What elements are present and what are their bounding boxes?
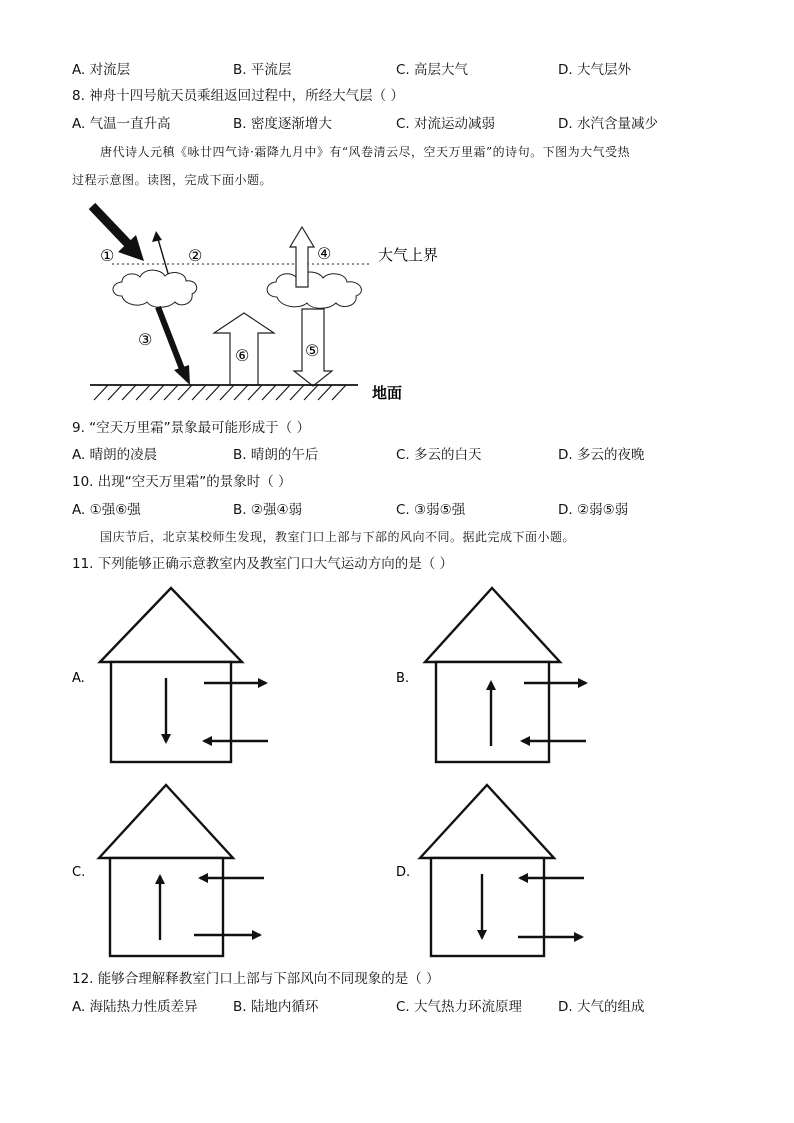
atmosphere-heating-diagram — [0, 195, 794, 410]
q8-option-a: A. 气温一直升高 — [72, 116, 171, 132]
q7-option-a: A. 对流层 — [72, 62, 131, 78]
q10-option-b: B. ②强④弱 — [233, 502, 303, 518]
q11-stem: 11. 下列能够正确示意教室内及教室门口大气运动方向的是（ ） — [72, 556, 454, 572]
house-d — [396, 785, 584, 956]
ground-hatching — [90, 385, 358, 400]
q7-option-d: D. 大气层外 — [558, 62, 631, 78]
q8-stem: 8. 神舟十四号航天员乘组返回过程中，所经大气层（ ） — [72, 88, 404, 104]
label-2: ② — [188, 246, 203, 265]
label-6: ⑥ — [235, 346, 250, 365]
house-c — [72, 785, 264, 956]
q9-option-b: B. 晴朗的午后 — [233, 447, 319, 463]
q10-option-a: A. ①强⑥强 — [72, 502, 141, 518]
label-5: ⑤ — [305, 341, 320, 360]
q7-option-b: B. 平流层 — [233, 62, 292, 78]
q7-option-c: C. 高层大气 — [396, 62, 469, 78]
q12-stem: 12. 能够合理解释教室门口上部与下部风向不同现象的是（ ） — [72, 971, 440, 987]
house-diagrams — [0, 580, 794, 965]
q12-option-d: D. 大气的组成 — [558, 999, 645, 1015]
q9-option-c: C. 多云的白天 — [396, 447, 482, 463]
house-c-label: C. — [72, 865, 86, 880]
q12-option-b: B. 陆地内循环 — [233, 999, 319, 1015]
q10-stem: 10. 出现“空天万里霜”的景象时（ ） — [72, 474, 292, 490]
cloud-left-icon — [113, 270, 197, 307]
label-ground: 地面 — [372, 384, 403, 402]
passage2-line1: 国庆节后，北京某校师生发现，教室门口上部与下部的风向不同。据此完成下面小题。 — [100, 530, 576, 544]
arrow-3-ground-radiation — [158, 307, 190, 385]
house-b — [396, 588, 586, 762]
q8-option-d: D. 水汽含量减少 — [558, 116, 658, 132]
q8-option-c: C. 对流运动减弱 — [396, 116, 496, 132]
q10-option-c: C. ③弱⑤强 — [396, 502, 466, 518]
q9-option-d: D. 多云的夜晚 — [558, 447, 645, 463]
house-b-label: B. — [396, 671, 410, 686]
passage1-line2: 过程示意图。读图，完成下面小题。 — [72, 173, 273, 187]
house-d-label: D. — [396, 865, 411, 880]
cloud-right-icon — [267, 272, 361, 308]
q10-option-d: D. ②弱⑤弱 — [558, 502, 629, 518]
label-3: ③ — [138, 330, 153, 349]
label-1: ① — [100, 246, 115, 265]
label-atmosphere-top: 大气上界 — [378, 246, 439, 264]
q9-stem: 9. “空天万里霜”景象最可能形成于（ ） — [72, 420, 310, 436]
house-a — [72, 588, 268, 762]
q8-option-b: B. 密度逐渐增大 — [233, 116, 332, 132]
label-4: ④ — [317, 244, 332, 263]
q12-option-a: A. 海陆热力性质差异 — [72, 999, 198, 1015]
passage1-line1: 唐代诗人元稹《咏廿四气诗·霜降九月中》有“风卷清云尽，空天万里霜”的诗句。下图为大气受热 — [100, 145, 631, 159]
house-a-label: A. — [72, 671, 85, 686]
q12-option-c: C. 大气热力环流原理 — [396, 999, 523, 1015]
q9-option-a: A. 晴朗的凌晨 — [72, 447, 158, 463]
